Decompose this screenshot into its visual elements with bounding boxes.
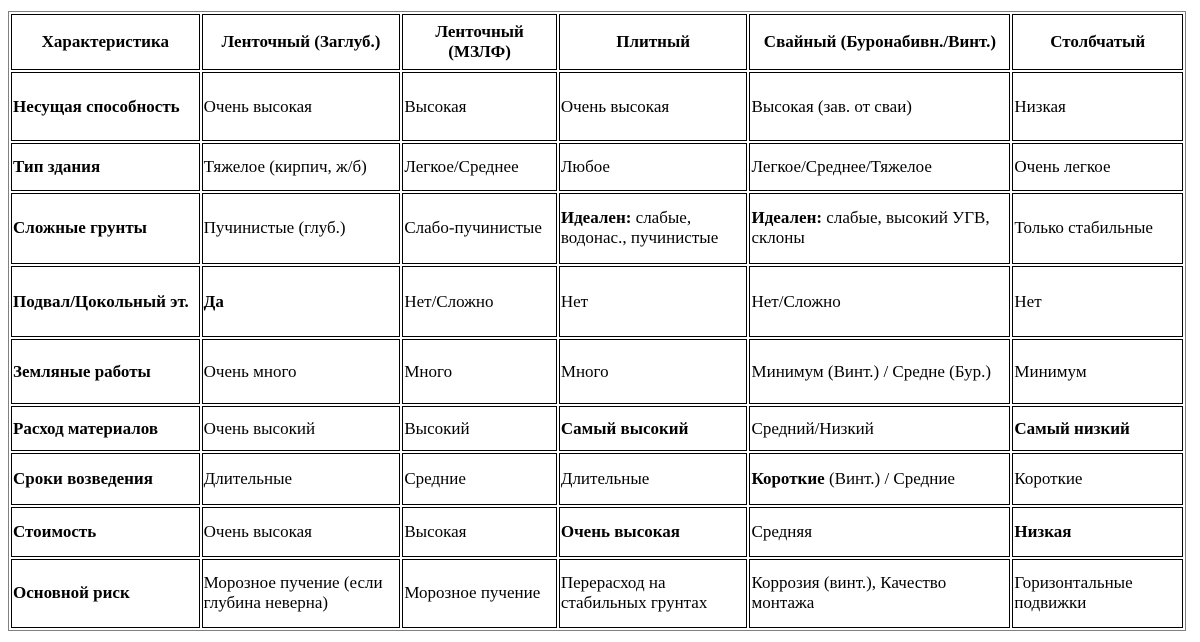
row-label: Сложные грунты (11, 193, 200, 264)
cell-text: Много (404, 361, 453, 381)
table-cell (402, 72, 557, 141)
cell-text: Минимум (1014, 361, 1087, 381)
table-cell (402, 339, 557, 404)
cell-text: Слабо-пучинистые (404, 218, 542, 238)
table-cell (559, 453, 748, 505)
table-cell (559, 339, 748, 404)
foundation-comparison-table (8, 11, 1186, 631)
cell-text: Высокая (404, 521, 467, 541)
row-label: Несущая способность (11, 72, 200, 141)
row-label: Расход материалов (11, 406, 200, 451)
cell-text: Легкое/Среднее/Тяжелое (751, 156, 932, 176)
cell-text: Длительные (560, 469, 650, 489)
table-cell (1012, 143, 1183, 191)
cell-text: Нет/Сложно (404, 291, 494, 311)
cell-text: Морозное пучение (если глубина неверна) (203, 573, 383, 613)
row-label: Тип здания (11, 143, 200, 191)
table-cell (559, 143, 748, 191)
table-row (11, 507, 1183, 557)
table-cell (1012, 507, 1183, 557)
cell-text: Средняя (751, 521, 813, 541)
cell-text: Низкая (1014, 521, 1072, 541)
table-cell (202, 559, 401, 628)
table-cell (749, 339, 1010, 404)
table-row (11, 559, 1183, 628)
cell-text: Очень высокая (203, 96, 312, 116)
cell-text: Высокий (404, 418, 470, 438)
cell-text: Только стабильные (1014, 218, 1153, 238)
row-label: Земляные работы (11, 339, 200, 404)
cell-text: Перерасход на стабильных грунтах (560, 573, 708, 613)
table-cell (559, 266, 748, 337)
table-cell (202, 507, 401, 557)
table-cell (1012, 406, 1183, 451)
table-cell (559, 406, 748, 451)
cell-text: Нет/Сложно (751, 291, 841, 311)
table-cell (749, 266, 1010, 337)
cell-text: Очень высокая (560, 521, 680, 541)
cell-text: Легкое/Среднее (404, 156, 519, 176)
column-header: Столбчатый (1012, 14, 1183, 70)
cell-text: Очень легкое (1014, 156, 1111, 176)
table-cell (559, 193, 748, 264)
cell-text: Низкая (1014, 96, 1066, 116)
cell-text: Самый высокий (560, 418, 689, 438)
cell-text: Очень высокая (560, 96, 670, 116)
table-cell (749, 143, 1010, 191)
table-cell (202, 266, 401, 337)
cell-text: Морозное пучение (404, 583, 541, 603)
table-cell (402, 507, 557, 557)
cell-text: Самый низкий (1014, 418, 1130, 438)
column-header: Характеристика (11, 14, 200, 70)
column-header: Ленточный (Заглуб.) (202, 14, 401, 70)
column-header: Свайный (Буронабивн./Винт.) (749, 14, 1010, 70)
table-row (11, 143, 1183, 191)
row-label: Подвал/Цокольный эт. (11, 266, 200, 337)
column-header: Ленточный (МЗЛФ) (402, 14, 557, 70)
table-cell (202, 406, 401, 451)
table-row (11, 339, 1183, 404)
table-cell (202, 339, 401, 404)
table-row (11, 193, 1183, 264)
cell-text: Любое (560, 156, 610, 176)
table-row (11, 72, 1183, 141)
cell-text: Тяжелое (кирпич, ж/б) (203, 156, 367, 176)
row-label: Сроки возведения (11, 453, 200, 505)
table-row (11, 266, 1183, 337)
cell-text: Пучинистые (глуб.) (203, 218, 346, 238)
table-cell (559, 72, 748, 141)
table-cell (202, 143, 401, 191)
cell-text: Средние (404, 469, 466, 489)
table-cell (402, 406, 557, 451)
cell-text: Короткие (751, 469, 825, 489)
cell-text: Идеален: (751, 208, 823, 228)
cell-text: Горизонтальные подвижки (1014, 573, 1133, 613)
cell-text: Длительные (203, 469, 293, 489)
table-cell (1012, 559, 1183, 628)
column-header: Плитный (559, 14, 748, 70)
cell-text: Много (560, 361, 609, 381)
table-row (11, 406, 1183, 451)
table-row (11, 453, 1183, 505)
table-cell (1012, 453, 1183, 505)
cell-text: Высокая (404, 96, 467, 116)
cell-text: слабые, водонас., пучинистые (560, 208, 719, 248)
cell-text: Идеален: (560, 208, 632, 228)
cell-text: Нет (1014, 291, 1042, 311)
table-cell (402, 453, 557, 505)
cell-text: Да (203, 291, 224, 311)
cell-text: Короткие (1014, 469, 1083, 489)
table-body (11, 72, 1183, 628)
table-cell (1012, 193, 1183, 264)
cell-text: Очень высокая (203, 521, 312, 541)
table-cell (749, 193, 1010, 264)
row-label: Основной риск (11, 559, 200, 628)
table-cell (202, 72, 401, 141)
table-cell (402, 266, 557, 337)
table-cell (402, 143, 557, 191)
cell-text: Высокая (зав. от сваи) (751, 96, 912, 116)
cell-text: (Винт.) / Средние (824, 469, 955, 489)
cell-text: Коррозия (винт.), Качество монтажа (751, 573, 947, 613)
table-cell (749, 453, 1010, 505)
table-cell (749, 72, 1010, 141)
cell-text: Нет (560, 291, 589, 311)
table-cell (402, 193, 557, 264)
cell-text: Очень высокий (203, 418, 316, 438)
table-cell (1012, 72, 1183, 141)
table-cell (559, 507, 748, 557)
table-cell (1012, 266, 1183, 337)
cell-text: слабые, высокий УГВ, склоны (751, 208, 990, 248)
table-cell (749, 406, 1010, 451)
row-label: Стоимость (11, 507, 200, 557)
cell-text: Минимум (Винт.) / Средне (Бур.) (751, 361, 992, 381)
table-cell (749, 559, 1010, 628)
table-cell (402, 559, 557, 628)
table-cell (202, 453, 401, 505)
table-cell (749, 507, 1010, 557)
table-cell (202, 193, 401, 264)
header-row (11, 14, 1183, 70)
cell-text: Средний/Низкий (751, 418, 874, 438)
cell-text: Очень много (203, 361, 297, 381)
table-cell (559, 559, 748, 628)
table-cell (1012, 339, 1183, 404)
